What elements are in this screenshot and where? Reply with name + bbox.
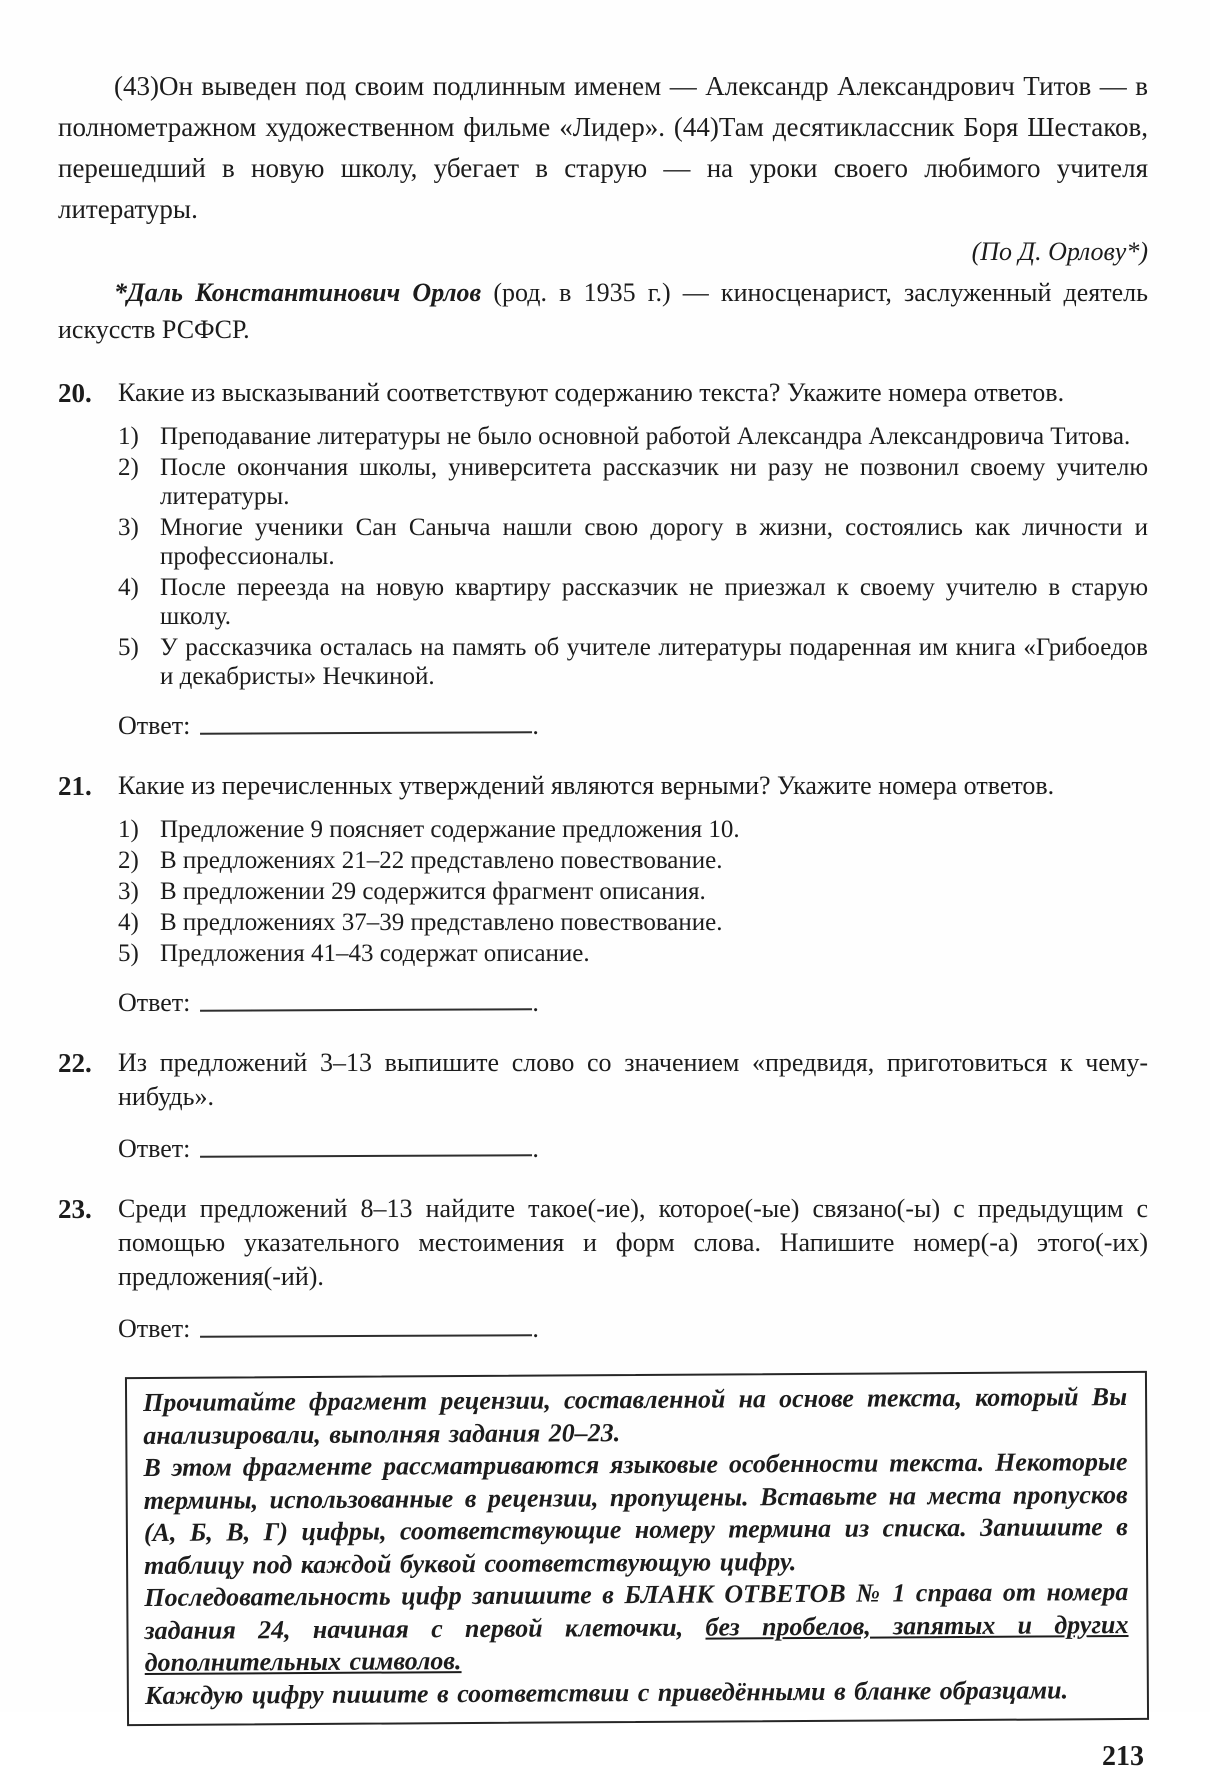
answer-label: Ответ: [118,711,191,740]
page-number: 213 [1102,1741,1144,1772]
option-number: 2) [118,847,139,874]
notice-paragraph-3-underlined: без пробелов, запятых и других дополнительных символов. [144,1609,1129,1678]
answer-row [118,711,1148,741]
option-text: В предложениях 37–39 представлено повествование. [160,909,723,936]
option-text: У рассказчика осталась на память об учителе литературы подаренная им книга «Грибоедов и декабристы» Нечкиной. [160,634,1148,690]
question-21 [58,769,1148,1018]
notice-paragraph-4: Каждую цифру пишите в соответствии с приведёнными в бланке образцами. [144,1674,1069,1710]
footnote-author-name: *Даль Константинович Орлов [114,278,482,307]
question-20 [58,376,1148,741]
answer-blank [200,1314,532,1337]
question-number: 23. [58,1194,92,1224]
option-number: 3) [118,514,139,541]
option-text: Преподавание литературы не было основной работой Александра Александровича Титова. [160,423,1131,450]
option-text: В предложении 29 содержится фрагмент описания. [160,878,706,905]
option-number: 3) [118,878,139,905]
footnote [58,274,1148,348]
answer-label: Ответ: [118,988,191,1017]
question-number: 20. [58,378,92,408]
option-number: 4) [118,574,139,601]
answer-blank [200,711,532,734]
question-number: 22. [58,1048,92,1078]
option-text: Многие ученики Сан Саныча нашли свою дорогу в жизни, состоялись как личности и профессионалы. [160,514,1148,570]
answer-label: Ответ: [118,1134,191,1163]
answer-period: . [532,1314,539,1343]
question-text: Какие из перечисленных утверждений являются верными? Укажите номера ответов. [118,771,1055,800]
question-23 [58,1192,1148,1344]
answer-period: . [532,1134,539,1163]
passage-paragraph: (43)Он выведен под своим подлинным именем — Александр Александрович Титов — в полнометражном художественном фильме «Лидер». (44)Там десятиклассник Боря Шестаков, перешедший в новую школу, убегает в старую — на уроки своего любимого учителя литературы. [58,71,1148,224]
option-row [118,877,1148,906]
option-row [118,633,1148,691]
answer-row [118,1314,1148,1344]
option-row [118,513,1148,571]
answer-blank [200,1134,532,1157]
answer-blank [200,988,532,1011]
option-number: 1) [118,423,139,450]
option-text: В предложениях 21–22 представлено повествование. [160,847,723,874]
option-number: 1) [118,816,139,843]
option-text: После переезда на новую квартиру рассказчик не приезжал к своему учителю в старую школу. [160,574,1148,630]
question-22 [58,1046,1148,1164]
option-row [118,908,1148,937]
answer-label: Ответ: [118,1314,191,1343]
review-task-notice-box [125,1371,1149,1726]
notice-paragraph-3 [144,1576,1129,1680]
question-text: Среди предложений 8–13 найдите такое(-ие), которое(-ые) связано(-ы) с предыдущим с помощью указательного местоимения и форм слова. Напишите номер(-а) этого(-их) предложения(-ий). [118,1194,1148,1291]
answer-period: . [532,988,539,1017]
footnote-text: (род. в 1935 г.) — киносценарист, заслуженный деятель искусств РСФСР. [58,278,1148,344]
answer-row [118,988,1148,1018]
notice-paragraph-1: Прочитайте фрагмент рецензии, составленной на основе текста, который Вы анализировали, выполняя задания 20–23. [143,1382,1128,1450]
option-row [118,939,1148,968]
option-row [118,573,1148,631]
option-text: Предложение 9 поясняет содержание предложения 10. [160,816,740,843]
option-row [118,846,1148,875]
question-text: Из предложений 3–13 выпишите слово со значением «предвидя, приготовиться к чему-нибудь». [118,1048,1148,1111]
option-number: 2) [118,454,139,481]
option-row [118,422,1148,451]
option-number: 5) [118,634,139,661]
question-text: Какие из высказываний соответствуют содержанию текста? Укажите номера ответов. [118,378,1065,407]
notice-paragraph-3-text: Последовательность цифр запишите в БЛАНК ОТВЕТОВ № 1 справа от номера задания 24, начиная с первой клеточки, [144,1577,1129,1645]
options-list [118,422,1148,691]
question-number: 21. [58,771,92,801]
options-list [118,815,1148,968]
answer-period: . [532,711,539,740]
attribution: (По Д. Орлову*) [971,237,1148,266]
option-row [118,815,1148,844]
option-number: 4) [118,909,139,936]
notice-paragraph-2: В этом фрагменте рассматриваются языковые особенности текста. Некоторые термины, использованные в рецензии, пропущены. Вставьте на места пропусков (А, Б, В, Г) цифры, соответствующие номеру термина из списка. Запишите в таблицу под каждой буквой соответствующую цифру. [143,1447,1128,1580]
option-row [118,453,1148,511]
option-text: После окончания школы, университета рассказчик ни разу не позвонил своему учителю литературы. [160,454,1148,510]
option-text: Предложения 41–43 содержат описание. [160,940,590,967]
answer-row [118,1134,1148,1164]
option-number: 5) [118,940,139,967]
